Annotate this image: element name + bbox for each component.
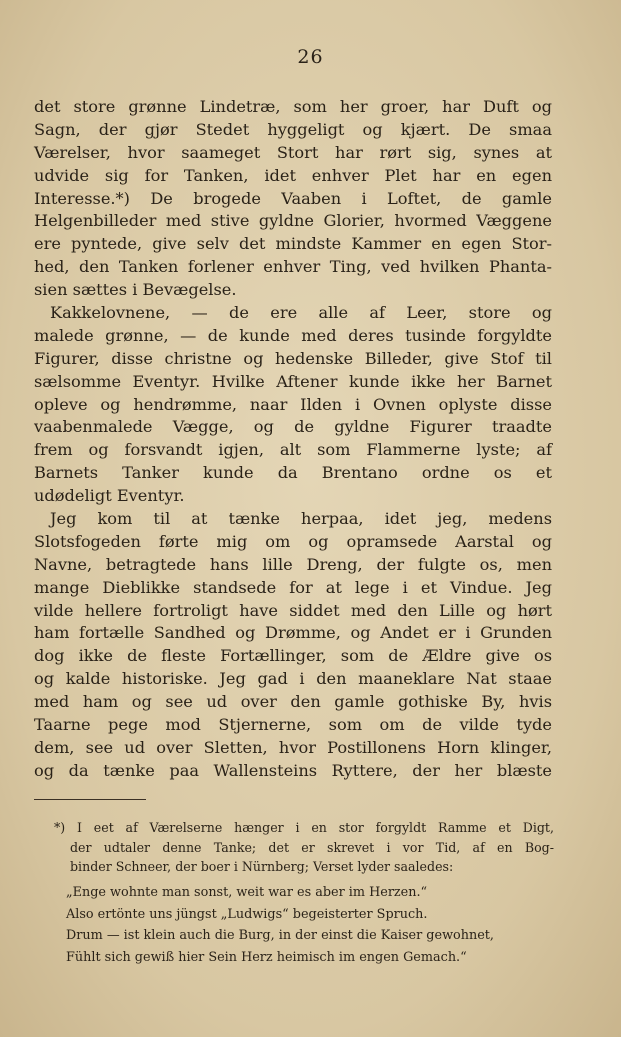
- body-line: malede grønne, — de kunde med deres tusinde forgyldte: [34, 325, 552, 345]
- body-line: vaabenmalede Vægge, og de gyldne Figurer traadte: [34, 417, 552, 437]
- poem-line: „Enge wohnte man sonst, weit war es aber im Herzen.“: [66, 885, 428, 900]
- body-line: og da tænke paa Wallensteins Ryttere, der her blæste: [34, 760, 552, 780]
- body-line: med ham og see ud over den gamle gothiske By, hvis: [34, 692, 552, 712]
- footnote-line: binder Schneer, der boer i Nürnberg; Verset lyder saaledes:: [70, 859, 454, 874]
- footnote-line: der udtaler denne Tanke; det er skrevet i vor Tid, af en Bog-: [70, 839, 554, 855]
- body-line: dem, see ud over Sletten, hvor Postillonens Horn klinger,: [34, 737, 552, 757]
- body-line: Figurer, disse christne og hedenske Billeder, give Stof til: [34, 348, 552, 368]
- body-line: frem og forsvandt igjen, alt som Flammerne lyste; af: [34, 440, 552, 460]
- footnote-poem: [66, 882, 556, 968]
- body-line: ere pyntede, give selv det mindste Kammer en egen Stor-: [34, 234, 552, 254]
- body-line: vilde hellere fortroligt have siddet med den Lille og hørt: [34, 600, 552, 620]
- body-line: Jeg kom til at tænke herpaa, idet jeg, medens: [50, 509, 552, 529]
- footnote: [54, 818, 554, 877]
- body-line: opleve og hendrømme, naar Ilden i Ovnen oplyste disse: [34, 394, 552, 414]
- body-line: Slotsfogeden førte mig om og opramsede Aarstal og: [34, 531, 552, 551]
- body-line: det store grønne Lindetræ, som her groer, har Duft og: [34, 97, 552, 116]
- page-number: 26: [297, 46, 324, 68]
- body-line: dog ikke de fleste Fortællinger, som de Ældre give os: [34, 646, 552, 666]
- poem-line: Also ertönte uns jüngst „Ludwigs“ begeisterter Spruch.: [66, 906, 428, 922]
- body-line: hed, den Tanken forlener enhver Ting, ved hvilken Phanta-: [34, 257, 552, 277]
- body-line: sien sættes i Bevægelse.: [34, 280, 237, 300]
- poem-line: Drum — ist klein auch die Burg, in der einst die Kaiser gewohnet,: [66, 928, 495, 943]
- body-line: Kakkelovnene, — de ere alle af Leer, store og: [50, 303, 552, 323]
- poem-line: Fühlt sich gewiß hier Sein Herz heimisch im engen Gemach.“: [66, 949, 467, 965]
- body-line: Helgenbilleder med stive gyldne Glorier, hvormed Væggene: [34, 211, 552, 231]
- body-line: sælsomme Eventyr. Hvilke Aftener kunde ikke her Barnet: [34, 371, 552, 391]
- footnote-line: *) I eet af Værelserne hænger i en stor forgyldt Ramme et Digt,: [54, 820, 554, 835]
- body-line: Sagn, der gjør Stedet hyggeligt og kjært. De smaa: [34, 119, 552, 139]
- body-line: og kalde historiske. Jeg gad i den maaneklare Nat staae: [34, 669, 552, 689]
- body-line: ham fortælle Sandhed og Drømme, og Andet er i Grunden: [34, 623, 552, 643]
- body-line: Taarne pege mod Stjernerne, som om de vilde tyde: [34, 715, 552, 735]
- body-line: udødeligt Eventyr.: [34, 486, 185, 506]
- body-text: [34, 96, 552, 783]
- body-line: mange Dieblikke standsede for at lege i et Vindue. Jeg: [34, 577, 552, 597]
- body-line: Værelser, hvor saameget Stort har rørt sig, synes at: [34, 142, 552, 162]
- footnote-divider: [34, 799, 146, 800]
- body-line: Interesse.*) De brogede Vaaben i Loftet, de gamle: [34, 188, 552, 208]
- body-line: Navne, betragtede hans lille Dreng, der fulgte os, men: [34, 554, 552, 574]
- body-line: udvide sig for Tanken, idet enhver Plet har en egen: [34, 165, 552, 185]
- body-line: Barnets Tanker kunde da Brentano ordne os et: [34, 463, 552, 483]
